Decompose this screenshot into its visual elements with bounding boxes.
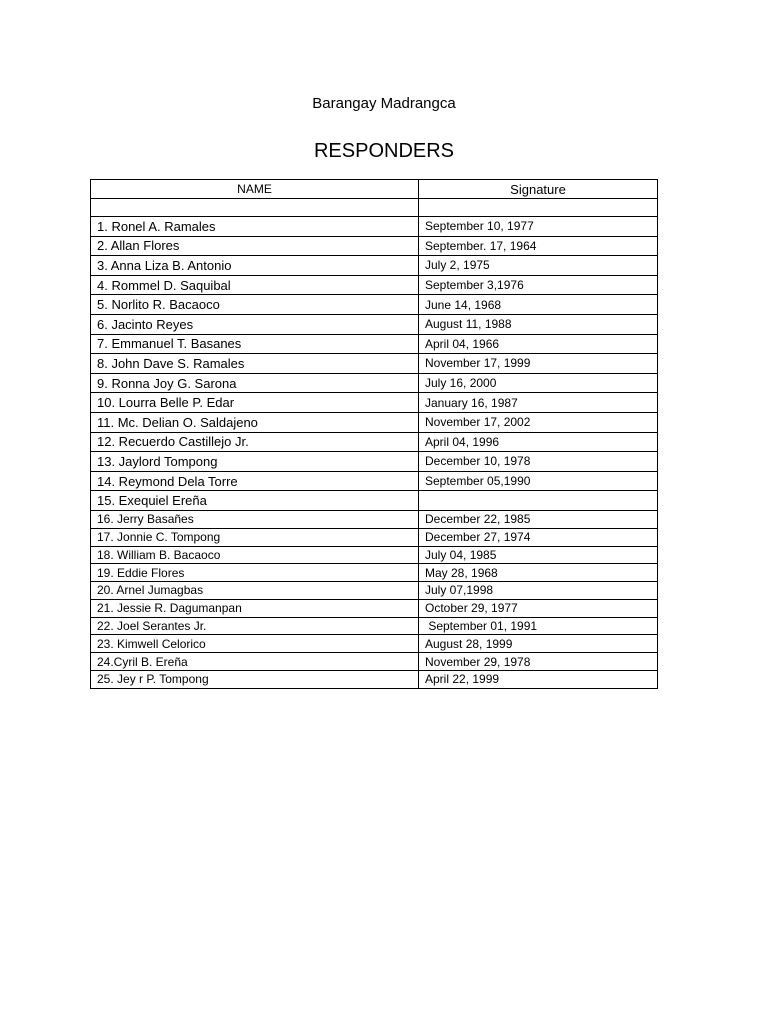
responder-name-cell: 20. Arnel Jumagbas: [91, 582, 419, 600]
responder-name-cell: 3. Anna Liza B. Antonio: [91, 256, 419, 276]
responder-name-cell: 21. Jessie R. Dagumanpan: [91, 599, 419, 617]
signature-cell: May 28, 1968: [419, 564, 658, 582]
table-row: [91, 275, 658, 295]
barangay-name: Barangay Madrangca: [312, 95, 456, 112]
table-row: [91, 671, 658, 689]
responder-name-cell: 13. Jaylord Tompong: [91, 452, 419, 472]
table-row: [91, 295, 658, 315]
table-row: [91, 653, 658, 671]
signature-cell: April 04, 1996: [419, 432, 658, 452]
signature-cell: July 2, 1975: [419, 256, 658, 276]
signature-cell: December 22, 1985: [419, 510, 658, 528]
table-row: [91, 510, 658, 528]
signature-cell: April 04, 1966: [419, 334, 658, 354]
signature-cell: September 3,1976: [419, 275, 658, 295]
responder-name-cell: 14. Reymond Dela Torre: [91, 471, 419, 491]
table-row: [91, 354, 658, 374]
responders-table: [90, 179, 658, 689]
table-row: [91, 582, 658, 600]
blank-cell: [91, 199, 419, 217]
responder-name-cell: 4. Rommel D. Saquibal: [91, 275, 419, 295]
signature-cell: September. 17, 1964: [419, 236, 658, 256]
responder-name-cell: 18. William B. Bacaoco: [91, 546, 419, 564]
page-title: RESPONDERS: [313, 140, 455, 162]
responder-name-cell: 9. Ronna Joy G. Sarona: [91, 373, 419, 393]
responder-name-cell: 23. Kimwell Celorico: [91, 635, 419, 653]
table-row: [91, 373, 658, 393]
table-row: [91, 452, 658, 472]
responder-name-cell: 5. Norlito R. Bacaoco: [91, 295, 419, 315]
signature-cell: July 07,1998: [419, 582, 658, 600]
signature-column-header: Signature: [419, 180, 658, 199]
table-row: [91, 599, 658, 617]
signature-cell: August 28, 1999: [419, 635, 658, 653]
responder-name-cell: 17. Jonnie C. Tompong: [91, 528, 419, 546]
responder-name-cell: 25. Jey r P. Tompong: [91, 671, 419, 689]
table-row: [91, 314, 658, 334]
signature-cell: August 11, 1988: [419, 314, 658, 334]
table-row: [91, 471, 658, 491]
name-column-header: NAME: [91, 180, 419, 199]
table-row: [91, 217, 658, 237]
responder-name-cell: 24.Cyril B. Ereña: [91, 653, 419, 671]
signature-cell: September 01, 1991: [419, 617, 658, 635]
responder-name-cell: 12. Recuerdo Castillejo Jr.: [91, 432, 419, 452]
responder-name-cell: 10. Lourra Belle P. Edar: [91, 393, 419, 413]
signature-cell: September 05,1990: [419, 471, 658, 491]
responder-name-cell: 2. Allan Flores: [91, 236, 419, 256]
table-row: [91, 256, 658, 276]
responder-name-cell: 19. Eddie Flores: [91, 564, 419, 582]
table-header-row: [91, 180, 658, 199]
signature-cell: July 04, 1985: [419, 546, 658, 564]
table-row: [91, 564, 658, 582]
signature-cell: November 17, 2002: [419, 412, 658, 432]
table-row: [91, 393, 658, 413]
blank-cell: [419, 199, 658, 217]
table-row: [91, 528, 658, 546]
responder-name-cell: 16. Jerry Basañes: [91, 510, 419, 528]
responder-name-cell: 1. Ronel A. Ramales: [91, 217, 419, 237]
table-row: [91, 546, 658, 564]
responder-name-cell: 8. John Dave S. Ramales: [91, 354, 419, 374]
signature-cell: July 16, 2000: [419, 373, 658, 393]
signature-cell: September 10, 1977: [419, 217, 658, 237]
responder-name-cell: 22. Joel Serantes Jr.: [91, 617, 419, 635]
table-row: [91, 617, 658, 635]
blank-row: [91, 199, 658, 217]
table-row: [91, 412, 658, 432]
signature-cell: [419, 491, 658, 511]
signature-cell: April 22, 1999: [419, 671, 658, 689]
responder-name-cell: 7. Emmanuel T. Basanes: [91, 334, 419, 354]
responder-name-cell: 11. Mc. Delian O. Saldajeno: [91, 412, 419, 432]
signature-cell: December 27, 1974: [419, 528, 658, 546]
signature-cell: November 29, 1978: [419, 653, 658, 671]
table-row: [91, 432, 658, 452]
signature-cell: November 17, 1999: [419, 354, 658, 374]
table-row: [91, 635, 658, 653]
signature-cell: June 14, 1968: [419, 295, 658, 315]
table-body: [91, 199, 658, 689]
responder-name-cell: 6. Jacinto Reyes: [91, 314, 419, 334]
responder-name-cell: 15. Exequiel Ereña: [91, 491, 419, 511]
table-row: [91, 236, 658, 256]
signature-cell: December 10, 1978: [419, 452, 658, 472]
table-row: [91, 334, 658, 354]
signature-cell: October 29, 1977: [419, 599, 658, 617]
signature-cell: January 16, 1987: [419, 393, 658, 413]
table-row: [91, 491, 658, 511]
